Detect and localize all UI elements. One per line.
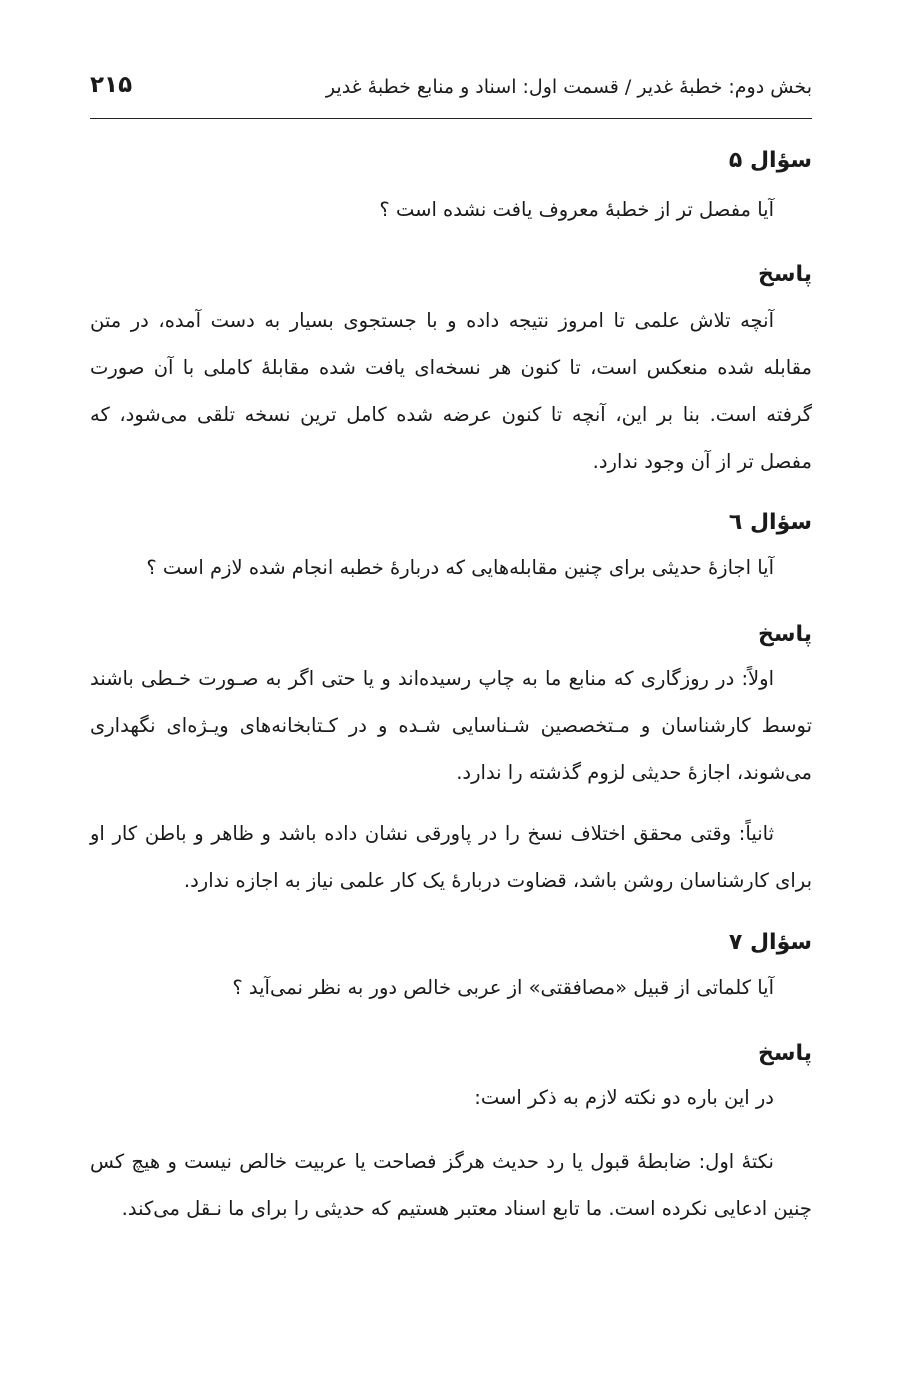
page-header [90,70,812,119]
answer-paragraph: اولاً: در روزگاری که منابع ما به چاپ رسیده‌اند و یا حتی اگر به صـورت خـطی باشند توسط کارشناسان و مـتخصصین شـناسایی شـده و در کـتابخانه‌های ویـژه‌ای نگهداری می‌شوند، اجازهٔ حدیثی لزوم گذشته را ندارد. [90,667,812,784]
question-heading: سؤال ۷ [728,930,812,955]
answer-heading: پاسخ [757,622,812,647]
answer-5 [90,262,812,287]
question-6 [90,510,812,535]
question-6-text [90,545,812,591]
answer-paragraph: در این باره دو نکته لازم به ذکر است: [474,1086,774,1109]
question-5-text [90,187,812,233]
question-heading: سؤال ٦ [728,510,812,535]
question-heading: سؤال ۵ [728,148,812,173]
answer-6-body-1 [90,655,812,796]
question-text: آیا اجازهٔ حدیثی برای چنین مقابله‌هایی که دربارهٔ خطبه انجام شده لازم است ؟ [146,556,774,579]
question-text: آیا کلماتی از قبیل «مصافقتی» از عربی خالص دور به نظر نمی‌آید ؟ [232,976,774,999]
question-7 [90,930,812,955]
answer-heading: پاسخ [757,1041,812,1066]
answer-paragraph: آنچه تلاش علمی تا امروز نتیجه داده و با جستجوی بسیار به دست آمده، در متن مقابله شده منعکس است، تا کنون هر نسخه‌ای یافت شده مقابلهٔ کاملی با آن صورت گرفته است. بنا بر این، آنچه تا کنون عرضه شده کامل ترین نسخه تلقی می‌شود، که مفصل تر از آن وجود ندارد. [90,309,812,473]
answer-paragraph: نکتهٔ اول: ضابطهٔ قبول یا رد حدیث هرگز فصاحت یا عربیت خالص نیست و هیچ کس چنین ادعایی نکرده است. ما تابع اسناد معتبر هستیم که حدیثی را برای ما نـقل می‌کند. [90,1150,812,1220]
answer-paragraph: ثانیاً: وقتی محقق اختلاف نسخ را در پاورقی نشان داده باشد و ظاهر و باطن کار او برای کارشناسان روشن باشد، قضاوت دربارهٔ یک کار علمی نیاز به اجازه ندارد. [90,822,812,892]
answer-7 [90,1041,812,1066]
answer-6 [90,622,812,647]
answer-7-body-2 [90,1138,812,1232]
answer-6-body-2 [90,810,812,904]
book-page [90,0,812,1390]
running-head: بخش دوم: خطبهٔ غدیر / قسمت اول: اسناد و منابع خطبهٔ غدیر [325,76,812,98]
answer-5-body [90,297,812,485]
answer-7-body-1 [90,1075,812,1121]
question-5 [90,148,812,173]
question-7-text [90,965,812,1011]
page-number: ۲۱۵ [90,72,133,98]
question-text: آیا مفصل تر از خطبهٔ معروف یافت نشده است ؟ [379,198,774,221]
answer-heading: پاسخ [757,262,812,287]
